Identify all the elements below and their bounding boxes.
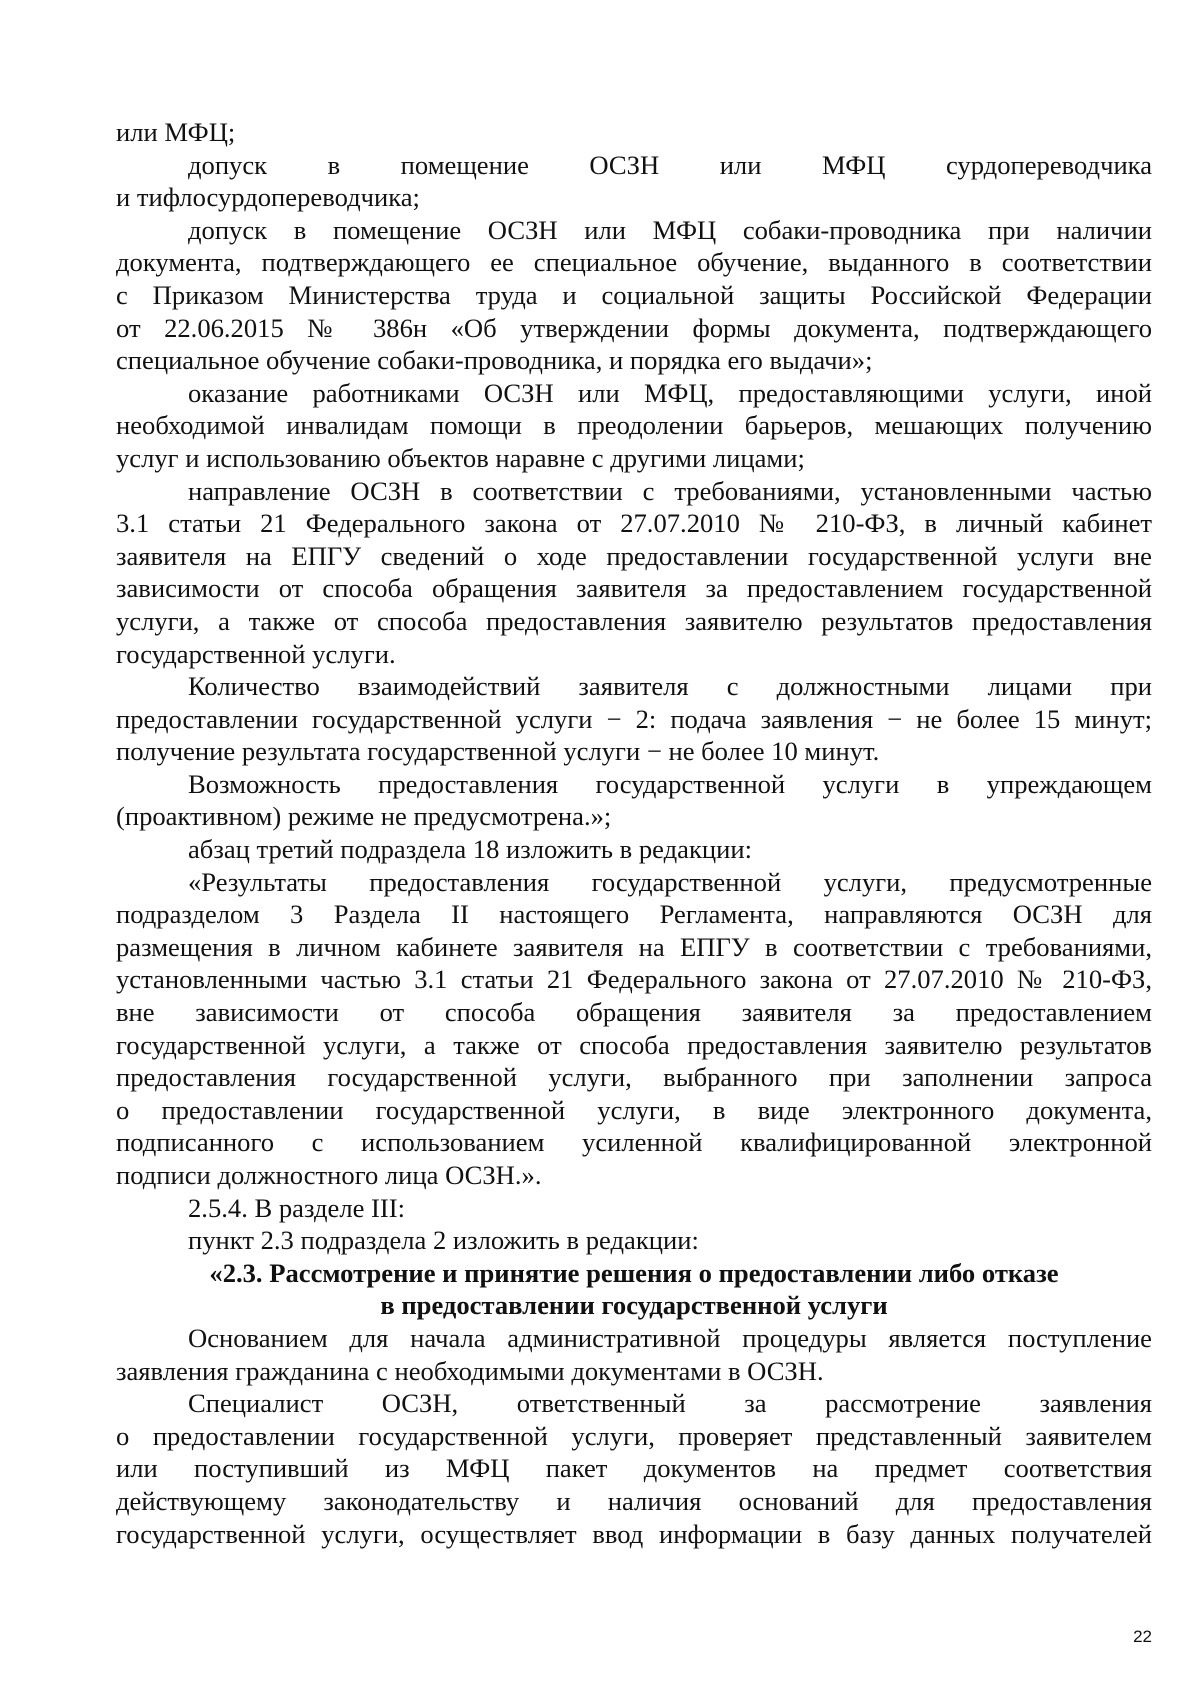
text-line: направление ОСЗН в соответствии с требованиями, установленными частью — [188, 475, 1152, 506]
text-line: заявителя на ЕПГУ сведений о ходе предоставлении государственной услуги вне — [116, 540, 1152, 571]
text-line: Возможность предоставления государственной услуги в упреждающем — [188, 768, 1152, 799]
text-line: вне зависимости от способа обращения заявителя за предоставлением — [116, 997, 1152, 1028]
text-line: пункт 2.3 подраздела 2 изложить в редакции: — [188, 1225, 699, 1256]
text-line: 2.5.4. В разделе III: — [188, 1192, 406, 1223]
text-line: оказание работниками ОСЗН или МФЦ, предоставляющими услуги, иной — [188, 377, 1152, 408]
text-line: подразделом 3 Раздела II настоящего Регламента, направляются ОСЗН для — [116, 899, 1152, 930]
text-line: (проактивном) режиме не предусмотрена.»; — [116, 801, 612, 832]
text-line: Основанием для начала административной процедуры является поступление — [188, 1322, 1152, 1353]
text-line: предоставлении государственной услуги − 2: подача заявления − не более 15 минут; — [116, 703, 1152, 734]
text-line: 3.1 статьи 21 Федерального закона от 27.07.2010 № 210-ФЗ, в личный кабинет — [116, 508, 1152, 539]
text-line: или поступивший из МФЦ пакет документов на предмет соответствия — [116, 1453, 1152, 1484]
text-line: необходимой инвалидам помощи в преодолении барьеров, мешающих получению — [116, 410, 1152, 441]
text-line: государственной услуги, осуществляет ввод информации в базу данных получателей — [116, 1518, 1152, 1549]
text-line: государственной услуги, а также от способа предоставления заявителю результатов — [116, 1029, 1152, 1060]
text-line: «Результаты предоставления государственной услуги, предусмотренные — [188, 866, 1152, 897]
document-page — [116, 116, 1152, 1550]
text-line: допуск в помещение ОСЗН или МФЦ собаки-проводника при наличии — [188, 214, 1152, 245]
text-line: о предоставлении государственной услуги, в виде электронного документа, — [116, 1094, 1152, 1125]
text-line: размещения в личном кабинете заявителя на ЕПГУ в соответствии с требованиями, — [116, 931, 1152, 962]
text-line: получение результата государственной услуги − не более 10 минут. — [116, 736, 880, 767]
page-number: 22 — [1133, 1627, 1152, 1646]
text-line: действующему законодательству и наличия оснований для предоставления — [116, 1485, 1152, 1516]
text-line: документа, подтверждающего ее специальное обучение, выданного в соответствии — [116, 247, 1152, 278]
text-line: абзац третий подраздела 18 изложить в редакции: — [188, 834, 752, 865]
text-line: с Приказом Министерства труда и социальной защиты Российской Федерации — [116, 279, 1152, 310]
text-line: Специалист ОСЗН, ответственный за рассмотрение заявления — [188, 1388, 1152, 1419]
text-line: зависимости от способа обращения заявителя за предоставлением государственной — [116, 573, 1152, 604]
text-line: услуг и использованию объектов наравне с другими лицами; — [116, 442, 805, 473]
text-line: заявления гражданина с необходимыми документами в ОСЗН. — [116, 1355, 824, 1386]
text-line: допуск в помещение ОСЗН или МФЦ сурдопереводчика — [188, 149, 1152, 180]
text-line: Количество взаимодействий заявителя с должностными лицами при — [188, 671, 1152, 702]
text-line: подписанного с использованием усиленной квалифицированной электронной — [116, 1127, 1152, 1158]
section-heading: «2.3. Рассмотрение и принятие решения о предоставлении либо отказе — [209, 1257, 1059, 1288]
text-line: о предоставлении государственной услуги, проверяет представленный заявителем — [116, 1420, 1152, 1451]
text-line: подписи должностного лица ОСЗН.». — [116, 1160, 542, 1190]
text-line: услуги, а также от способа предоставления заявителю результатов предоставления — [116, 605, 1152, 636]
text-line: государственной услуги. — [116, 638, 396, 669]
text-line: специальное обучение собаки-проводника, и порядка его выдачи»; — [116, 345, 873, 376]
text-line: установленными частью 3.1 статьи 21 Федерального закона от 27.07.2010 № 210-ФЗ, — [116, 964, 1152, 995]
text-line: или МФЦ; — [116, 117, 236, 147]
text-line: предоставления государственной услуги, выбранного при заполнении запроса — [116, 1062, 1152, 1093]
text-line: от 22.06.2015 № 386н «Об утверждении формы документа, подтверждающего — [116, 312, 1152, 343]
text-line: и тифлосурдопереводчика; — [116, 182, 420, 213]
section-heading: в предоставлении государственной услуги — [380, 1290, 888, 1321]
